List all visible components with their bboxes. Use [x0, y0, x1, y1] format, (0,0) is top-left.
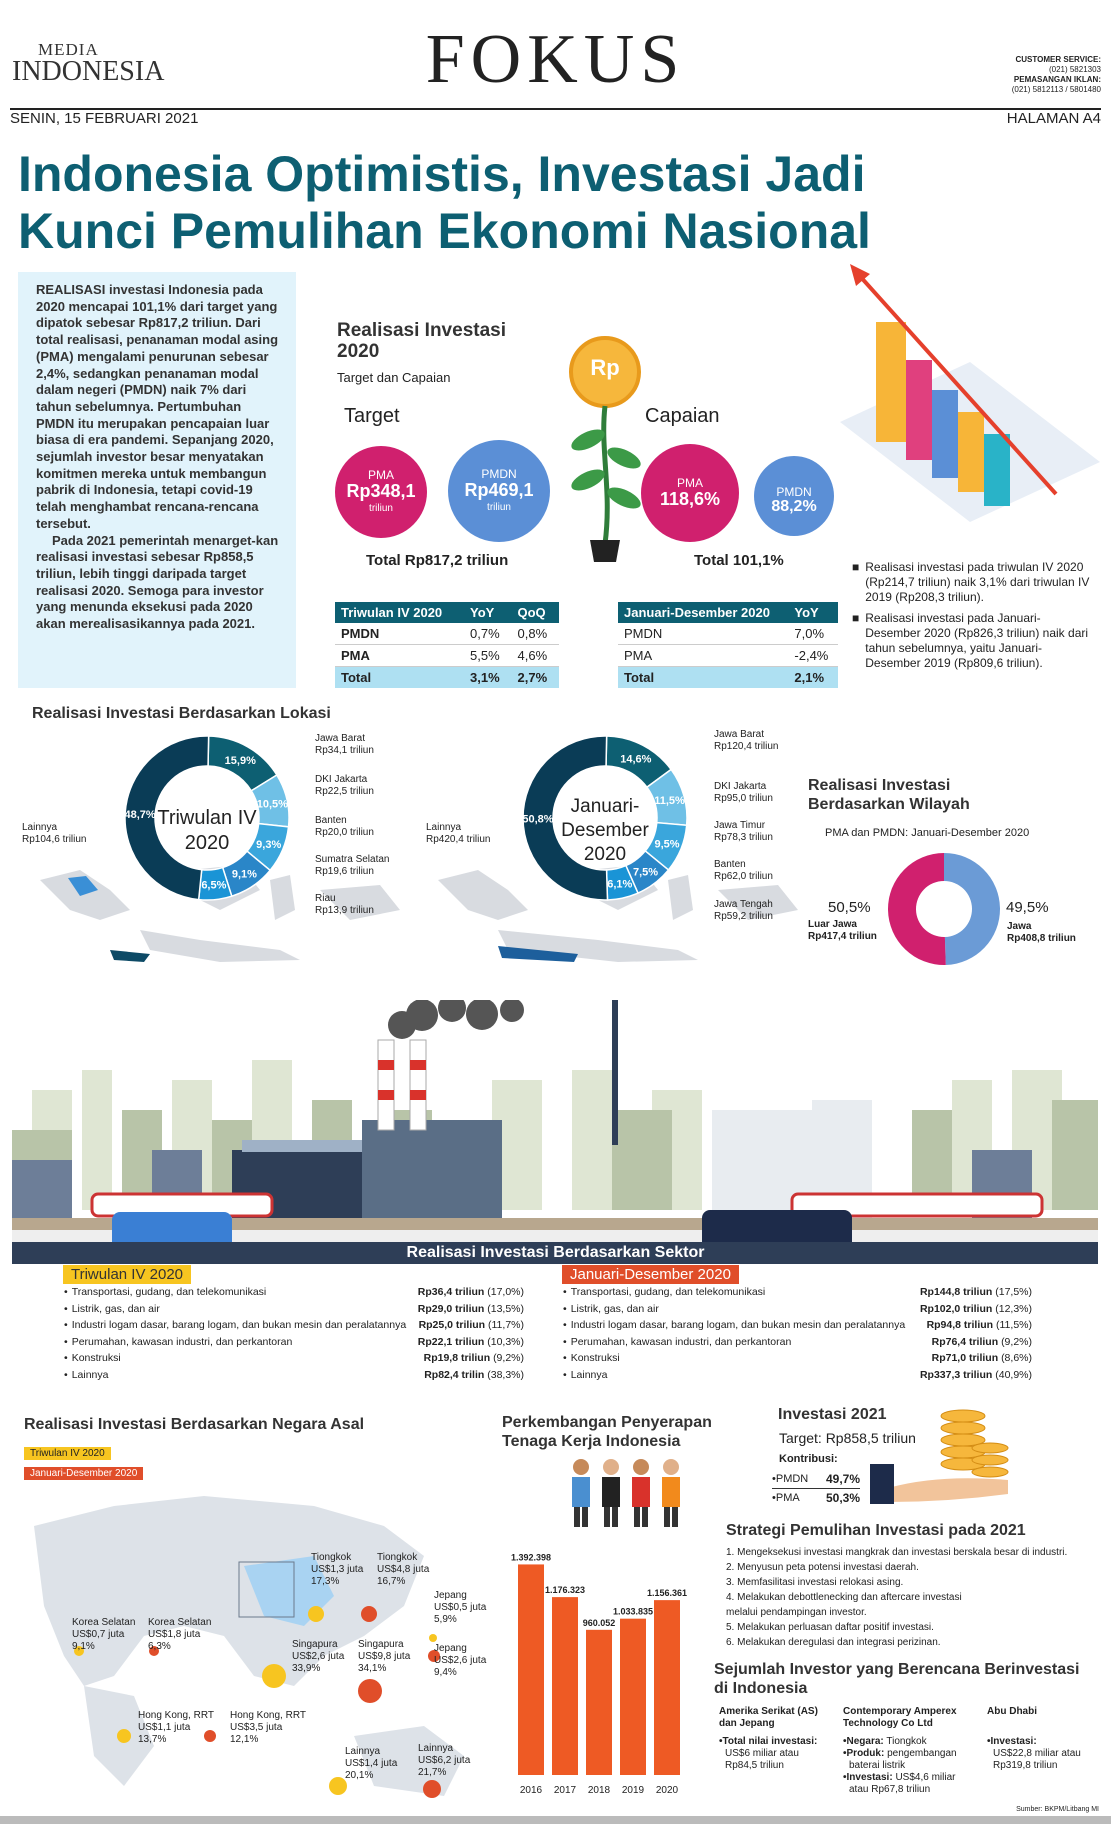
negara-item-4: Korea Selatan US$0,7 juta 9,1% — [72, 1617, 136, 1652]
negara-item-5: Korea Selatan US$1,8 juta 6,3% — [148, 1617, 212, 1652]
tenaga-title: Perkembangan Penyerapan Tenaga Kerja Indonesia — [502, 1414, 712, 1450]
q4-pct-label: 9,1% — [231, 868, 257, 881]
sektor-q4-row: • Listrik, gas, dan air Rp29,0 triliun (13,5%) — [64, 1301, 524, 1318]
target-pmdn-circle: PMDN Rp469,1 triliun — [448, 440, 550, 542]
year-pct-label: 6,1% — [607, 878, 633, 891]
wilayah-luar-slice — [888, 853, 946, 965]
section-title: FOKUS — [425, 21, 686, 98]
sektor-q4-row: • Konstruksi Rp19,8 triliun (9,2%) — [64, 1350, 524, 1367]
year-pct-label: 14,6% — [620, 753, 652, 766]
sektor-q4-title: Triwulan IV 2020 — [63, 1265, 191, 1284]
tenaga-value-label: 1.033.835 — [612, 1606, 654, 1617]
source: Sumber: BKPM/Litbang MI — [1016, 1806, 1099, 1813]
tenaga-bar — [552, 1597, 578, 1775]
investor-col2: Contemporary Amperex Technology Co Ltd •Negara: Tiongkok •Produk: pengembangan baterai listrik •Investasi: US$4,6 miliar atau Rp67,8 triliun — [843, 1706, 957, 1795]
strategi-title: Strategi Pemulihan Investasi pada 2021 — [726, 1522, 1026, 1539]
total-capaian: Total 101,1% — [694, 552, 784, 569]
negara-title: Realisasi Investasi Berdasarkan Negara Asal — [24, 1416, 365, 1433]
year-label-2: Jawa Timur Rp78,3 triliun — [714, 820, 773, 843]
lead-text: REALISASI investasi Indonesia pada 2020 mencapai 101,1% dari target yang dipatok sebesar Rp817,2 triliun. Dari total realisasi, penanaman modal asing (PMA) mengalami penurunan sebesar 2,4%, sedangkan penanaman modal dalam negeri (PMDN) naik 7% dari tahun sebelumnya. Pertumbuhan PMDN itu merupakan pencapaian luar biasa di era pandemi. Sepanjang 2020, sejumlah investor besar menyatakan komitmen mereka untuk membangun pabrik di Indonesia, tetapi covid-19 telah menghambat rencana-rencana tersebut. Pada 2021 pemerintah menarget-kan realisasi investasi sebesar Rp858,5 triliun, lebih tinggi daripada target realisasi 2020. Semoga para investor yang menunda eksekusi pada 2020 akan merealisasikannya pada 2021. — [18, 272, 296, 688]
tenaga-bar-chart — [510, 1545, 695, 1803]
negara-item-3: Jepang US$2,6 juta 9,4% — [434, 1643, 487, 1678]
investor-col1: Amerika Serikat (AS) dan Jepang •Total nilai investasi: US$6 miliar atau Rp84,5 triliun — [719, 1706, 818, 1771]
negara-item-7: Singapura US$9,8 juta 34,1% — [358, 1639, 411, 1674]
tenaga-year-label: 2018 — [587, 1785, 611, 1796]
year-lainnya-label: Lainnya Rp420,4 triliun — [426, 822, 491, 845]
sektor-year-title: Januari-Desember 2020 — [562, 1265, 739, 1284]
headline: Indonesia Optimistis, Investasi Jadi Kunci Pemulihan Ekonomi Nasional — [18, 146, 871, 259]
q4-pct-label: 9,3% — [256, 839, 282, 852]
tenaga-year-label: 2016 — [519, 1785, 543, 1796]
realisasi-title: Realisasi Investasi 2020 Target dan Capaian — [337, 320, 506, 385]
negara-item-8: Hong Kong, RRT US$1,1 juta 13,7% — [138, 1710, 214, 1745]
negara-item-1: Tiongkok US$4,8 juta 16,7% — [377, 1552, 430, 1587]
tenaga-bar — [654, 1600, 680, 1775]
sektor-q4-row: • Perumahan, kawasan industri, dan perkantoran Rp22,1 triliun (10,3%) — [64, 1334, 524, 1351]
sektor-year-row: • Konstruksi Rp71,0 triliun (8,6%) — [563, 1350, 1032, 1367]
sektor-q4-list — [64, 1284, 524, 1383]
table-triwulan: Triwulan IV 2020 YoY QoQ PMDN 0,7% 0,8% PMA 5,5% 4,6% Total 3,1% 2,7% — [335, 602, 559, 688]
investor-col3: Abu Dhabi •Investasi: US$22,8 miliar atau Rp319,8 triliun — [987, 1706, 1081, 1771]
inv2021-breakdown: •PMDN 49,7% •PMA 50,3% — [772, 1472, 860, 1505]
workers-illustration — [566, 1455, 686, 1530]
q4-label-1: DKI Jakarta Rp22,5 triliun — [315, 774, 374, 797]
strategi-item: 2. Menyusun peta potensi investasi daerah. — [726, 1562, 919, 1573]
negara-item-2: Jepang US$0,5 juta 5,9% — [434, 1590, 487, 1625]
sektor-year-row: • Transportasi, gudang, dan telekomunikasi Rp144,8 triliun (17,5%) — [563, 1284, 1032, 1301]
wilayah-donut — [886, 851, 1002, 967]
luar-jawa-pct: 50,5% — [828, 899, 871, 916]
sektor-banner: Realisasi Investasi Berdasarkan Sektor — [406, 1244, 705, 1261]
inv2021-target: Target: Rp858,5 triliun — [779, 1430, 916, 1446]
q4-lainnya-label: Lainnya Rp104,6 triliun — [22, 822, 87, 845]
q4-label-3: Sumatra Selatan Rp19,6 triliun — [315, 854, 390, 877]
negara-item-6: Singapura US$2,6 juta 33,9% — [292, 1639, 345, 1674]
luar-jawa-label: Luar Jawa Rp417,4 triliun — [808, 919, 877, 942]
year-label-3: Banten Rp62,0 triliun — [714, 859, 773, 882]
q4-pct-label: 48,7% — [124, 808, 156, 821]
q4-label-0: Jawa Barat Rp34,1 triliun — [315, 733, 374, 756]
investor-title: Sejumlah Investor yang Berencana Berinvestasi di Indonesia — [714, 1661, 1080, 1697]
wilayah-title: Realisasi Investasi Berdasarkan Wilayah — [808, 777, 970, 813]
rp-coin-label: Rp — [590, 355, 620, 380]
wilayah-jawa-slice — [944, 853, 1000, 965]
table-tahunan: Januari-Desember 2020 YoY PMDN 7,0% PMA -2,4% Total 2,1% — [618, 602, 838, 688]
inv2021-title: Investasi 2021 — [778, 1406, 887, 1423]
year-label-1: DKI Jakarta Rp95,0 triliun — [714, 781, 773, 804]
footer-bar — [0, 1816, 1111, 1824]
total-target: Total Rp817,2 triliun — [366, 552, 509, 569]
notes: ■ Realisasi investasi pada triwulan IV 2020 (Rp214,7 triliun) naik 3,1% dari triwulan IV 2019 (Rp208,3 triliun). ■ Realisasi investasi pada Januari-Desember 2020 (Rp826,3 triliun) naik dari tahun sebelumnya, yaitu Januari-Desember 2019 (Rp809,6 triliun). — [852, 560, 1090, 670]
tenaga-bar — [586, 1630, 612, 1775]
sektor-q4-row: • Transportasi, gudang, dan telekomunikasi Rp36,4 triliun (17,0%) — [64, 1284, 524, 1301]
capaian-pmdn-circle: PMDN 88,2% — [754, 456, 834, 536]
year-pct-label: 50,8% — [522, 813, 554, 826]
negara-item-11: Lainnya US$6,2 juta 21,7% — [418, 1743, 471, 1778]
year-label-4: Jawa Tengah Rp59,2 triliun — [714, 899, 773, 922]
rising-bars-illustration — [840, 262, 1100, 532]
capaian-pma-circle: PMA 118,6% — [641, 444, 739, 542]
legend-q4: Triwulan IV 2020 — [24, 1447, 111, 1460]
sektor-year-row: • Industri logam dasar, barang logam, dan bukan mesin dan peralatannya Rp94,8 triliun (11,5%) — [563, 1317, 1032, 1334]
q4-pct-label: 10,5% — [256, 798, 288, 811]
capaian-label: Capaian — [645, 405, 720, 427]
q4-pct-label: 15,9% — [224, 754, 256, 767]
donut-triwulan-center: Triwulan IV 2020 — [157, 807, 257, 854]
strategi-list — [726, 1545, 1096, 1650]
strategi-item: 1. Mengeksekusi investasi mangkrak dan investasi berskala besar di industri. — [726, 1547, 1068, 1558]
tenaga-value-label: 960.052 — [582, 1617, 616, 1628]
year-pct-label: 9,5% — [654, 838, 680, 851]
sektor-year-row: • Listrik, gas, dan air Rp102,0 triliun (12,3%) — [563, 1301, 1032, 1318]
year-pct-label: 11,5% — [654, 794, 685, 807]
sektor-q4-row: • Lainnya Rp82,4 trilin (38,3%) — [64, 1367, 524, 1384]
sektor-year-row: • Lainnya Rp337,3 triliun (40,9%) — [563, 1367, 1032, 1384]
legend-year: Januari-Desember 2020 — [24, 1467, 143, 1480]
tenaga-year-label: 2019 — [621, 1785, 645, 1796]
year-label-0: Jawa Barat Rp120,4 triliun — [714, 729, 779, 752]
q4-label-2: Banten Rp20,0 triliun — [315, 815, 374, 838]
sektor-year-list — [563, 1284, 1032, 1383]
tenaga-bar — [620, 1619, 646, 1775]
strategi-item: 6. Melakukan deregulasi dan integrasi perizinan. — [726, 1637, 941, 1648]
q4-pct-label: 6,5% — [201, 879, 227, 892]
tenaga-year-label: 2017 — [553, 1785, 577, 1796]
city-industry-illustration — [12, 1000, 1098, 1264]
strategi-item: 3. Memfasilitasi investasi relokasi asing. — [726, 1577, 904, 1588]
donut-tahunan-center: Januari- Desember 2020 — [561, 796, 649, 865]
logo: MEDIA INDONESIA — [12, 40, 165, 87]
strategi-item: 4. Melakukan debottlenecking dan aftercare investasi melalui pendampingan investor. — [726, 1592, 962, 1618]
page-number: HALAMAN A4 — [1006, 110, 1101, 127]
inv2021-kontribusi: Kontribusi: — [779, 1453, 838, 1465]
date: SENIN, 15 FEBRUARI 2021 — [10, 110, 199, 127]
sektor-q4-row: • Industri logam dasar, barang logam, dan bukan mesin dan peralatannya Rp25,0 triliun (11,7%) — [64, 1317, 524, 1334]
tenaga-value-label: 1.156.361 — [646, 1588, 688, 1599]
strategi-item: 5. Melakukan perluasan daftar positif investasi. — [726, 1622, 934, 1633]
coins-hand-illustration — [868, 1398, 1013, 1508]
negara-item-10: Lainnya US$1,4 juta 20,1% — [345, 1746, 398, 1781]
tenaga-bar — [518, 1564, 544, 1775]
jawa-pct: 49,5% — [1006, 899, 1049, 916]
q4-label-4: Riau Rp13,9 triliun — [315, 893, 374, 916]
tenaga-year-label: 2020 — [655, 1785, 679, 1796]
lokasi-title: Realisasi Investasi Berdasarkan Lokasi — [32, 705, 331, 722]
contact-info: CUSTOMER SERVICE: (021) 5821303 PEMASANGAN IKLAN: (021) 5812113 / 5801480 — [1011, 55, 1101, 94]
target-pma-circle: PMA Rp348,1 triliun — [335, 446, 427, 538]
tenaga-value-label: 1.392.398 — [510, 1552, 552, 1563]
target-label: Target — [344, 405, 400, 427]
sektor-year-row: • Perumahan, kawasan industri, dan perkantoran Rp76,4 triliun (9,2%) — [563, 1334, 1032, 1351]
negara-item-0: Tiongkok US$1,3 juta 17,3% — [311, 1552, 364, 1587]
jawa-label: Jawa Rp408,8 triliun — [1007, 921, 1076, 944]
tenaga-value-label: 1.176.323 — [544, 1585, 586, 1596]
negara-item-9: Hong Kong, RRT US$3,5 juta 12,1% — [230, 1710, 306, 1745]
wilayah-subtitle: PMA dan PMDN: Januari-Desember 2020 — [825, 827, 1030, 839]
year-pct-label: 7,5% — [632, 866, 659, 879]
